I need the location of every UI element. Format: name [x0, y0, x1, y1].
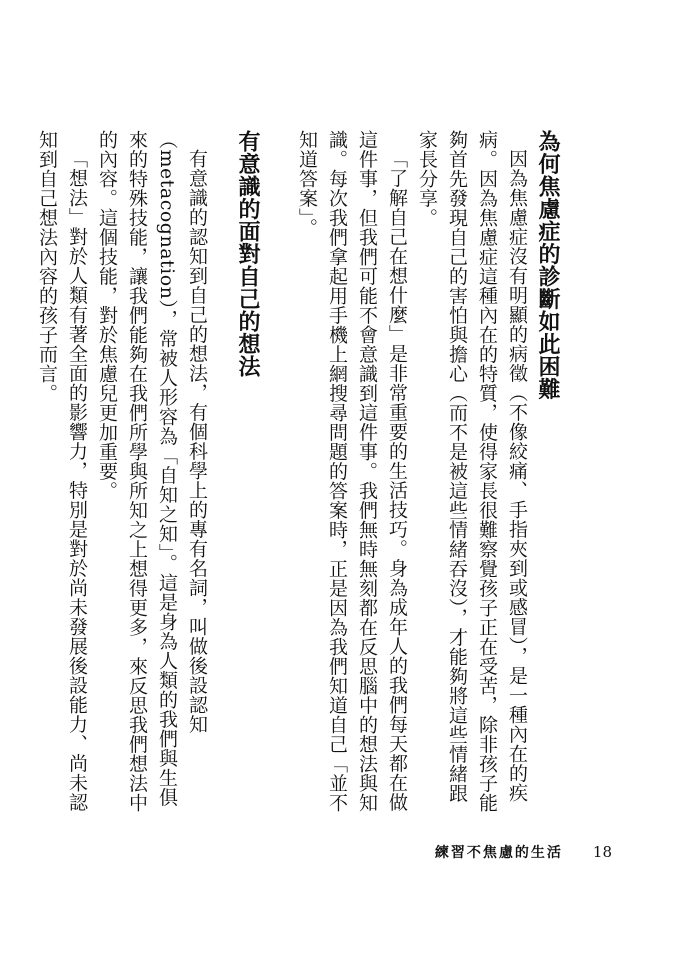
page-footer [435, 842, 612, 862]
paragraph: 有意識的認知到自己的想法，有個科學上的專有名詞，叫做後設認知（metacognation），常被人形容為「自知之知」。這是身為人類的我們與生俱來的特殊技能，讓我們能夠在我們所學與所知之上想得更多，來反思我們想法中的內容。這個技能，對於焦慮兒更加重要。 [96, 130, 208, 813]
page-number: 18 [592, 843, 612, 861]
vertical-text-body [32, 130, 562, 820]
running-title: 練習不焦慮的生活 [434, 845, 563, 861]
paragraph: 「想法」對於人類有著全面的影響力，特別是對於尚未發展後設能力、尚未認知到自己想法內容的孩子而言。 [36, 130, 88, 812]
paragraph: 因為焦慮症沒有明顯的病徵（不像絞痛、手指夾到或感冒），是一種內在的疾病。因為焦慮症這種內在的特質，使得家長很難察覺孩子正在受苦，除非孩子能夠首先發現自己的害怕與擔心（而不是被這些情緒吞沒），才能夠將這些情緒跟家長分享。 [416, 130, 528, 813]
section-heading-diagnosis: 為何焦慮症的診斷如此困難 [535, 130, 560, 400]
section-heading-metacognition: 有意識的面對自己的想法 [235, 130, 260, 378]
paragraph: 「了解自己在想什麼」是非常重要的生活技巧。身為成年人的我們每天都在做這件事，但我們可能不會意識到這件事。我們無時無刻都在反思腦中的想法與知識。每次我們拿起用手機上網搜尋問題的答案時，正是因為我們知道自己「並不知道答案」。 [296, 130, 408, 813]
